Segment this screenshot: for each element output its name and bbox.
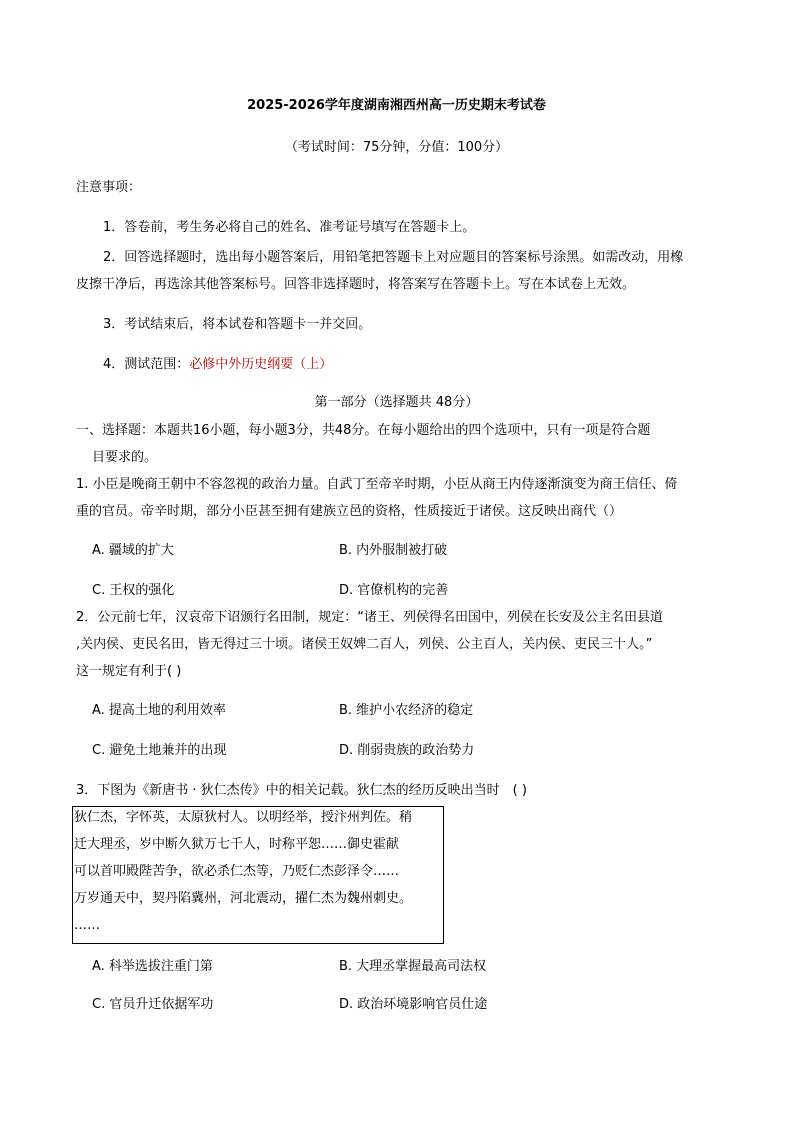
- note-item-2: 2．回答选择题时，选出每小题答案后，用铅笔把答题卡上对应题目的答案标号涂黑。如需改动，用橡: [103, 250, 684, 265]
- note-item-1: 1．答卷前，考生务必将自己的姓名、准考证号填写在答题卡上。: [103, 220, 476, 235]
- exam-duration: （考试时间：75分钟，分值：100分）: [284, 140, 509, 155]
- question-2-line-2: ,关内侯、吏民名田，皆无得过三十顷。诸侯王奴婢二百人，列侯、公主百人，关内侯、吏民三十人。”: [76, 637, 653, 652]
- q3-option-a: A. 科举选拔注重门第: [92, 959, 213, 974]
- q3-option-c: C. 官员升迁依据军功: [92, 997, 214, 1012]
- note-item-2-cont: 皮擦干净后，再选涂其他答案标号。回答非选择题时，将答案写在答题卡上。写在本试卷上无效。: [76, 277, 636, 292]
- note-item-4: [103, 357, 332, 373]
- question-2-line-3: 这一规定有利于( ): [76, 664, 182, 679]
- question-1-line-1: 1. 小臣是晚商王朝中不容忽视的政治力量。自武丁至帝辛时期，小臣从商王内侍逐渐演变为商王信任、倚: [76, 477, 678, 492]
- q3-option-b: B. 大理丞掌握最高司法权: [339, 959, 487, 974]
- q2-option-b: B. 维护小农经济的稳定: [339, 703, 474, 718]
- scope-label: 4．测试范围：: [103, 357, 190, 372]
- q3-option-d: D. 政治环境影响官员仕途: [339, 997, 488, 1012]
- q1-option-d: D. 官僚机构的完善: [339, 583, 449, 598]
- q1-option-b: B. 内外服制被打破: [339, 543, 448, 558]
- q2-option-c: C. 避免土地兼并的出现: [92, 743, 227, 758]
- excerpt-line-4: 万岁通天中，契丹陷冀州，河北震动，擢仁杰为魏州刺史。: [74, 891, 413, 906]
- excerpt-line-3: 可以首叩殿陛苦争，欲必杀仁杰等，乃贬仁杰彭泽令……: [74, 864, 400, 879]
- question-1-line-2: 重的官员。帝辛时期，部分小臣甚至拥有建族立邑的资格，性质接近于诸侯。这反映出商代（）: [76, 504, 623, 519]
- part1-intro: 一、选择题：本题共16小题，每小题3分，共48分。在每小题给出的四个选项中，只有一项是符合题: [76, 423, 651, 438]
- part1-intro-cont: 目要求的。: [92, 450, 158, 465]
- part1-heading: 第一部分（选择题共 48分）: [314, 395, 479, 410]
- q1-option-c: C. 王权的强化: [92, 583, 175, 598]
- notes-heading: 注意事项：: [76, 180, 142, 195]
- q2-option-a: A. 提高土地的利用效率: [92, 703, 226, 718]
- note-item-3: 3．考试结束后，将本试卷和答题卡一并交回。: [103, 317, 372, 332]
- excerpt-line-2: 迁大理丞，岁中断久狱万七千人，时称平恕……御史霍献: [74, 837, 400, 852]
- q1-option-a: A. 疆域的扩大: [92, 543, 174, 558]
- question-3-line-1: 3．下图为《新唐书 · 狄仁杰传》中的相关记载。狄仁杰的经历反映出当时 ( ): [76, 783, 527, 798]
- excerpt-line-5: ……: [74, 918, 100, 933]
- scope-value: 必修中外历史纲要（上）: [189, 357, 333, 372]
- exam-title: 2025-2026学年度湖南湘西州高一历史期末考试卷: [247, 98, 546, 113]
- question-2-line-1: 2．公元前七年，汉哀帝下诏颁行名田制，规定：“诸王、列侯得名田国中，列侯在长安及公主名田县道: [76, 610, 664, 625]
- q2-option-d: D. 削弱贵族的政治势力: [339, 743, 475, 758]
- excerpt-line-1: 狄仁杰，字怀英，太原狄村人。以明经举，授汴州判佐。稍: [74, 810, 413, 825]
